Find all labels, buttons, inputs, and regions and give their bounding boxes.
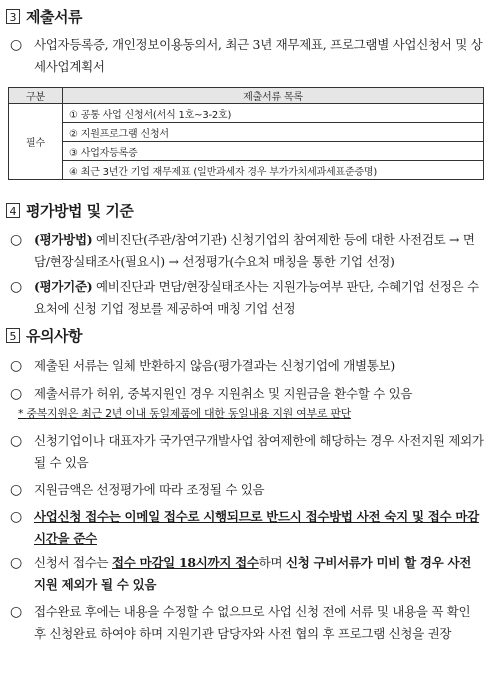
list-item: ○ 제출서류가 허위, 중복지원인 경우 지원취소 및 지원금을 환수할 수 있음 (10, 383, 484, 405)
list-item: ○ (평가기준) 예비진단과 면담/현장실태조사는 지원가능여부 판단, 수혜기업 선정은 수요처에 신청 기업 정보를 제공하여 매칭 기업 선정 (10, 276, 484, 320)
table-cell-category: 필수 (9, 104, 63, 180)
section-number: 3 (6, 9, 20, 24)
list-item: ○ 사업자등록증, 개인정보이용동의서, 최근 3년 재무제표, 프로그램별 사업신청서 및 상세사업계획서 (10, 34, 484, 78)
table-cell: ② 지원프로그램 신청서 (63, 123, 484, 142)
bullet-circle-icon: ○ (10, 482, 22, 498)
bullet-circle-icon: ○ (10, 358, 22, 374)
section-title: 평가방법 및 기준 (26, 202, 134, 220)
list-item: ○ 사업신청 접수는 이메일 접수로 시행되므로 반드시 접수방법 사전 숙지 및 접수 마감 시간을 준수 (10, 506, 484, 550)
section-4-header (6, 200, 133, 221)
table-cell: ③ 사업자등록증 (63, 142, 484, 161)
footnote: * 중복지원은 최근 2년 이내 동일제품에 대한 동일내용 지원 여부로 판단 (18, 407, 351, 420)
bullet-circle-icon: ○ (10, 604, 22, 620)
documents-table (8, 87, 484, 180)
bullet-circle-icon: ○ (10, 37, 22, 53)
list-item: ○ 신청기업이나 대표자가 국가연구개발사업 참여제한에 해당하는 경우 사전지원 제외가 될 수 있음 (10, 430, 484, 474)
table-row (9, 142, 484, 161)
bullet-circle-icon: ○ (10, 509, 22, 525)
bullet-circle-icon: ○ (10, 386, 22, 402)
list-item: ○ 제출된 서류는 일체 반환하지 않음(평가결과는 신청기업에 개별통보) (10, 355, 484, 377)
bullet-circle-icon: ○ (10, 555, 22, 571)
section-title: 유의사항 (26, 327, 82, 345)
bullet-circle-icon: ○ (10, 279, 22, 295)
list-item: ○ 신청서 접수는 접수 마감일 18시까지 접수하며 신청 구비서류가 미비 할 경우 사전 지원 제외가 될 수 있음 (10, 552, 484, 596)
table-row (9, 104, 484, 123)
table-cell: ① 공통 사업 신청서(서식 1호~3-2호) (63, 104, 484, 123)
table-header-list: 제출서류 목록 (63, 88, 484, 104)
section-5-header (6, 325, 82, 346)
table-row (9, 123, 484, 142)
list-item: ○ (평가방법) 예비진단(주관/참여기관) 신청기업의 참여제한 등에 대한 사전검토 → 면담/현장실태조사(필요시) → 선정평가(수요처 매칭을 통한 기업 선정) (10, 229, 484, 273)
section-title: 제출서류 (26, 8, 82, 26)
bullet-circle-icon: ○ (10, 433, 22, 449)
table-cell: ④ 최근 3년간 기업 재무제표 (일반과세자 경우 부가가치세과세표준증명) (63, 161, 484, 180)
section-number: 5 (6, 328, 20, 343)
bullet-circle-icon: ○ (10, 232, 22, 248)
list-item: ○ 지원금액은 선정평가에 따라 조정될 수 있음 (10, 479, 484, 501)
section-number: 4 (6, 203, 20, 218)
table-row (9, 161, 484, 180)
section-3-header (6, 6, 82, 27)
list-item: ○ 접수완료 후에는 내용을 수정할 수 없으므로 사업 신청 전에 서류 및 내용을 꼭 확인 후 신청완료 하여야 하며 지원기관 담당자와 사전 협의 후 프로그램 신청을 권장 (10, 601, 484, 645)
table-header-category: 구분 (9, 88, 63, 104)
